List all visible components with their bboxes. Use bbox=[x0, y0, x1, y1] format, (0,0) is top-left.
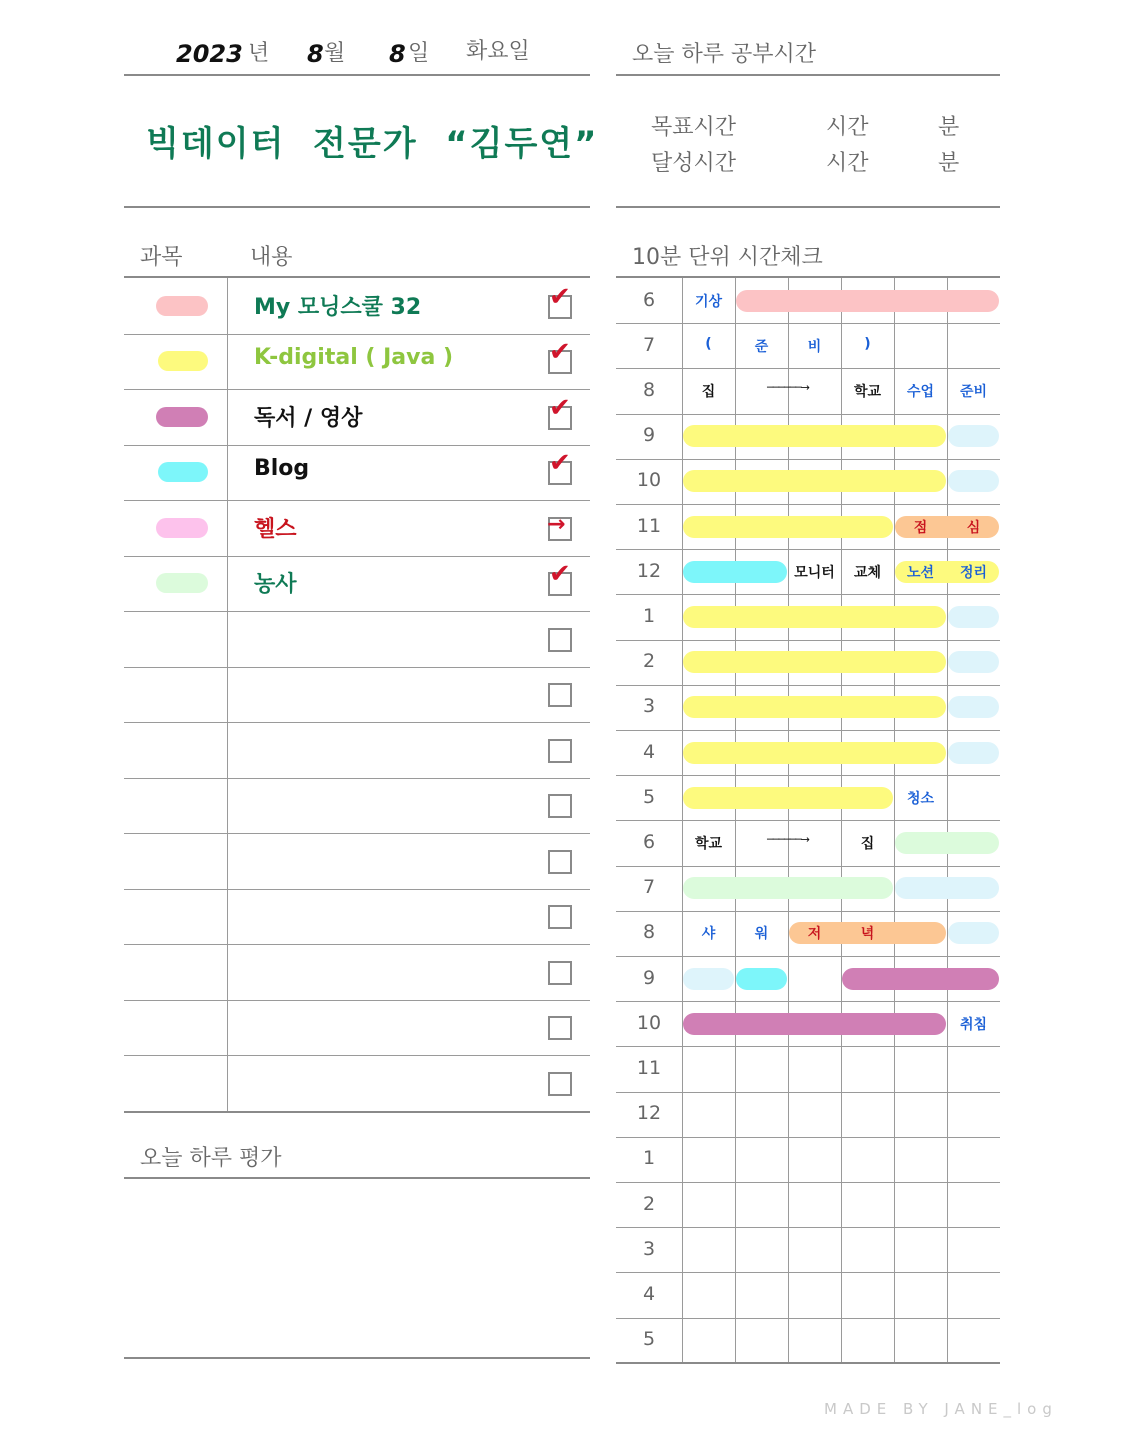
time-note: 기상 bbox=[694, 293, 723, 310]
hour-label: 12 bbox=[636, 1102, 662, 1125]
date-year-suffix: 년 bbox=[248, 41, 270, 66]
time-block bbox=[948, 922, 999, 944]
row-divider bbox=[616, 1318, 1000, 1319]
hour-label: 12 bbox=[636, 559, 662, 582]
hour-label: 8 bbox=[642, 379, 656, 401]
time-block bbox=[842, 968, 999, 990]
time-block bbox=[683, 787, 893, 809]
task-row bbox=[124, 944, 590, 1000]
divider bbox=[124, 1111, 590, 1113]
row-divider bbox=[616, 730, 1000, 731]
time-note: 학교 bbox=[853, 384, 882, 400]
subject-color-tag bbox=[156, 518, 208, 538]
row-divider bbox=[616, 1182, 1000, 1183]
footer-credit: MADE BY JANE_log bbox=[824, 1400, 1058, 1418]
task-checkbox[interactable] bbox=[548, 739, 572, 763]
time-note: 비 bbox=[807, 338, 822, 355]
row-divider bbox=[616, 685, 1000, 686]
task-row bbox=[124, 833, 590, 889]
time-block bbox=[895, 832, 999, 854]
hour-label: 9 bbox=[642, 424, 656, 447]
achieved-time-label: 달성시간 bbox=[651, 151, 737, 176]
time-block bbox=[683, 516, 893, 538]
task-row bbox=[124, 445, 590, 501]
hour-label: 10 bbox=[636, 1011, 662, 1034]
row-divider bbox=[616, 640, 1000, 641]
hour-label: 1 bbox=[642, 1147, 656, 1170]
task-row bbox=[124, 389, 590, 445]
column-divider bbox=[682, 278, 683, 1363]
row-divider bbox=[616, 956, 1000, 957]
subject-color-tag bbox=[158, 462, 208, 482]
time-note: 워 bbox=[754, 926, 769, 943]
arrow-right-icon: → bbox=[547, 511, 566, 537]
task-content: 농사 bbox=[254, 572, 297, 598]
time-block bbox=[683, 742, 946, 764]
time-block bbox=[683, 696, 946, 718]
time-note: 저 bbox=[807, 926, 822, 943]
hour-label: 11 bbox=[636, 514, 662, 537]
row-divider bbox=[616, 594, 1000, 595]
time-note: 샤 bbox=[701, 926, 716, 943]
time-block bbox=[895, 877, 999, 899]
row-divider bbox=[616, 1092, 1000, 1093]
task-row bbox=[124, 611, 590, 667]
date-year: 2023 bbox=[176, 40, 243, 68]
row-divider bbox=[616, 1227, 1000, 1228]
time-block bbox=[683, 651, 946, 673]
row-divider bbox=[616, 911, 1000, 912]
check-mark-icon: ✔ bbox=[549, 337, 571, 368]
time-note: 청소 bbox=[906, 790, 935, 807]
task-checkbox[interactable] bbox=[548, 1016, 572, 1040]
time-block bbox=[683, 968, 734, 990]
task-content: 독서 / 영상 bbox=[254, 405, 363, 431]
arrow-right-icon: ──────→ bbox=[767, 833, 809, 846]
check-mark-icon: ✔ bbox=[549, 448, 571, 479]
time-block bbox=[683, 877, 893, 899]
time-note: 모니터 bbox=[794, 564, 835, 581]
hour-label: 10 bbox=[636, 469, 662, 492]
task-row bbox=[124, 1000, 590, 1056]
task-content: K-digital ( Java ) bbox=[254, 345, 454, 371]
hour-label: 6 bbox=[642, 831, 656, 853]
hour-label: 11 bbox=[636, 1057, 662, 1079]
task-content: 헬스 bbox=[254, 516, 297, 542]
time-note: 집 bbox=[701, 384, 716, 400]
time-note: 수업 bbox=[906, 384, 935, 400]
time-note: ( bbox=[705, 335, 712, 352]
study-time-title: 오늘 하루 공부시간 bbox=[632, 42, 817, 67]
hour-label: 3 bbox=[642, 695, 656, 718]
row-divider bbox=[616, 368, 1000, 369]
content-header: 내용 bbox=[250, 245, 293, 270]
page-title: 빅데이터 전문가 “김두연” bbox=[146, 124, 599, 164]
time-note: 준 bbox=[754, 338, 769, 355]
hour-label: 8 bbox=[642, 921, 656, 944]
task-row bbox=[124, 278, 590, 334]
time-block bbox=[683, 561, 787, 583]
task-content: Blog bbox=[254, 456, 310, 482]
task-checkbox[interactable] bbox=[548, 961, 572, 985]
subject-color-tag bbox=[158, 351, 208, 371]
task-checkbox[interactable] bbox=[548, 628, 572, 652]
time-block bbox=[683, 1013, 946, 1035]
hour-label: 1 bbox=[642, 605, 656, 627]
time-note: 준비 bbox=[959, 384, 988, 400]
task-checkbox[interactable] bbox=[548, 794, 572, 818]
hour-label: 9 bbox=[642, 966, 656, 989]
row-divider bbox=[616, 1046, 1000, 1047]
time-note: 정리 bbox=[959, 564, 988, 581]
divider bbox=[124, 206, 590, 208]
goal-minute-unit: 분 bbox=[938, 115, 960, 140]
time-block bbox=[736, 968, 787, 990]
time-block bbox=[683, 606, 946, 628]
time-note: 학교 bbox=[694, 836, 723, 852]
task-row bbox=[124, 556, 590, 612]
time-note: 녁 bbox=[860, 926, 875, 943]
time-note: 노션 bbox=[906, 564, 935, 581]
subject-color-tag bbox=[156, 573, 208, 593]
check-mark-icon: ✔ bbox=[549, 392, 571, 423]
row-divider bbox=[616, 775, 1000, 776]
time-note: ) bbox=[864, 335, 871, 352]
subject-color-tag bbox=[156, 407, 208, 427]
time-block bbox=[683, 425, 946, 447]
row-divider bbox=[616, 323, 1000, 324]
hour-label: 4 bbox=[642, 740, 656, 763]
hour-label: 2 bbox=[642, 1192, 656, 1215]
row-divider bbox=[616, 820, 1000, 821]
hour-label: 6 bbox=[642, 288, 656, 311]
time-note: 집 bbox=[860, 836, 875, 852]
hour-label: 7 bbox=[642, 333, 656, 356]
task-row bbox=[124, 722, 590, 778]
divider bbox=[616, 276, 1000, 278]
date-weekday: 화요일 bbox=[466, 39, 530, 64]
task-content: My 모닝스쿨 32 bbox=[254, 294, 422, 320]
hour-label: 2 bbox=[642, 650, 656, 673]
arrow-right-icon: ──────→ bbox=[767, 381, 809, 394]
time-block bbox=[948, 425, 999, 447]
task-row bbox=[124, 334, 590, 390]
date-header bbox=[124, 30, 590, 74]
hour-label: 3 bbox=[642, 1237, 656, 1260]
column-divider bbox=[947, 278, 948, 1363]
task-checkbox[interactable] bbox=[548, 905, 572, 929]
divider bbox=[616, 74, 1000, 76]
task-checkbox[interactable] bbox=[548, 683, 572, 707]
task-checkbox[interactable] bbox=[548, 1072, 572, 1096]
check-mark-icon: ✔ bbox=[549, 559, 571, 590]
column-divider bbox=[227, 278, 228, 1111]
time-block bbox=[736, 290, 999, 312]
row-divider bbox=[616, 866, 1000, 867]
divider bbox=[616, 206, 1000, 208]
row-divider bbox=[616, 1001, 1000, 1002]
row-divider bbox=[616, 504, 1000, 505]
hour-label: 4 bbox=[642, 1283, 656, 1305]
time-block bbox=[948, 470, 999, 492]
time-note: 취침 bbox=[959, 1016, 988, 1033]
row-divider bbox=[616, 414, 1000, 415]
achieved-minute-unit: 분 bbox=[938, 151, 960, 176]
task-row bbox=[124, 889, 590, 945]
task-row bbox=[124, 500, 590, 556]
task-checkbox[interactable] bbox=[548, 850, 572, 874]
time-check-title: 10분 단위 시간체크 bbox=[632, 245, 823, 270]
row-divider bbox=[616, 1272, 1000, 1273]
task-row bbox=[124, 778, 590, 834]
goal-hour-unit: 시간 bbox=[826, 115, 869, 140]
task-row bbox=[124, 667, 590, 723]
date-month-suffix: 월 bbox=[324, 41, 346, 66]
divider bbox=[124, 74, 590, 76]
hour-label: 7 bbox=[642, 876, 656, 899]
time-block bbox=[948, 651, 999, 673]
time-note: 교체 bbox=[853, 564, 882, 581]
row-divider bbox=[616, 459, 1000, 460]
hour-label: 5 bbox=[642, 785, 656, 808]
hour-label: 5 bbox=[642, 1328, 656, 1351]
date-month: 8 bbox=[307, 40, 324, 68]
check-mark-icon: ✔ bbox=[549, 281, 571, 312]
time-block bbox=[948, 606, 999, 628]
evaluation-area[interactable] bbox=[124, 1179, 590, 1357]
goal-time-label: 목표시간 bbox=[651, 115, 737, 140]
time-block bbox=[948, 742, 999, 764]
row-divider bbox=[616, 1137, 1000, 1138]
row-divider bbox=[616, 549, 1000, 550]
time-note: 심 bbox=[966, 519, 981, 536]
date-day-suffix: 일 bbox=[408, 41, 430, 66]
time-block bbox=[948, 696, 999, 718]
divider bbox=[616, 1362, 1000, 1364]
time-summary bbox=[616, 100, 1000, 190]
subject-color-tag bbox=[156, 296, 208, 316]
task-row bbox=[124, 1055, 590, 1111]
time-block bbox=[683, 470, 946, 492]
time-note: 점 bbox=[913, 519, 928, 536]
date-day: 8 bbox=[389, 40, 406, 68]
achieved-hour-unit: 시간 bbox=[826, 151, 869, 176]
subject-header: 과목 bbox=[140, 245, 183, 270]
evaluation-label: 오늘 하루 평가 bbox=[140, 1146, 282, 1171]
divider bbox=[124, 1357, 590, 1359]
